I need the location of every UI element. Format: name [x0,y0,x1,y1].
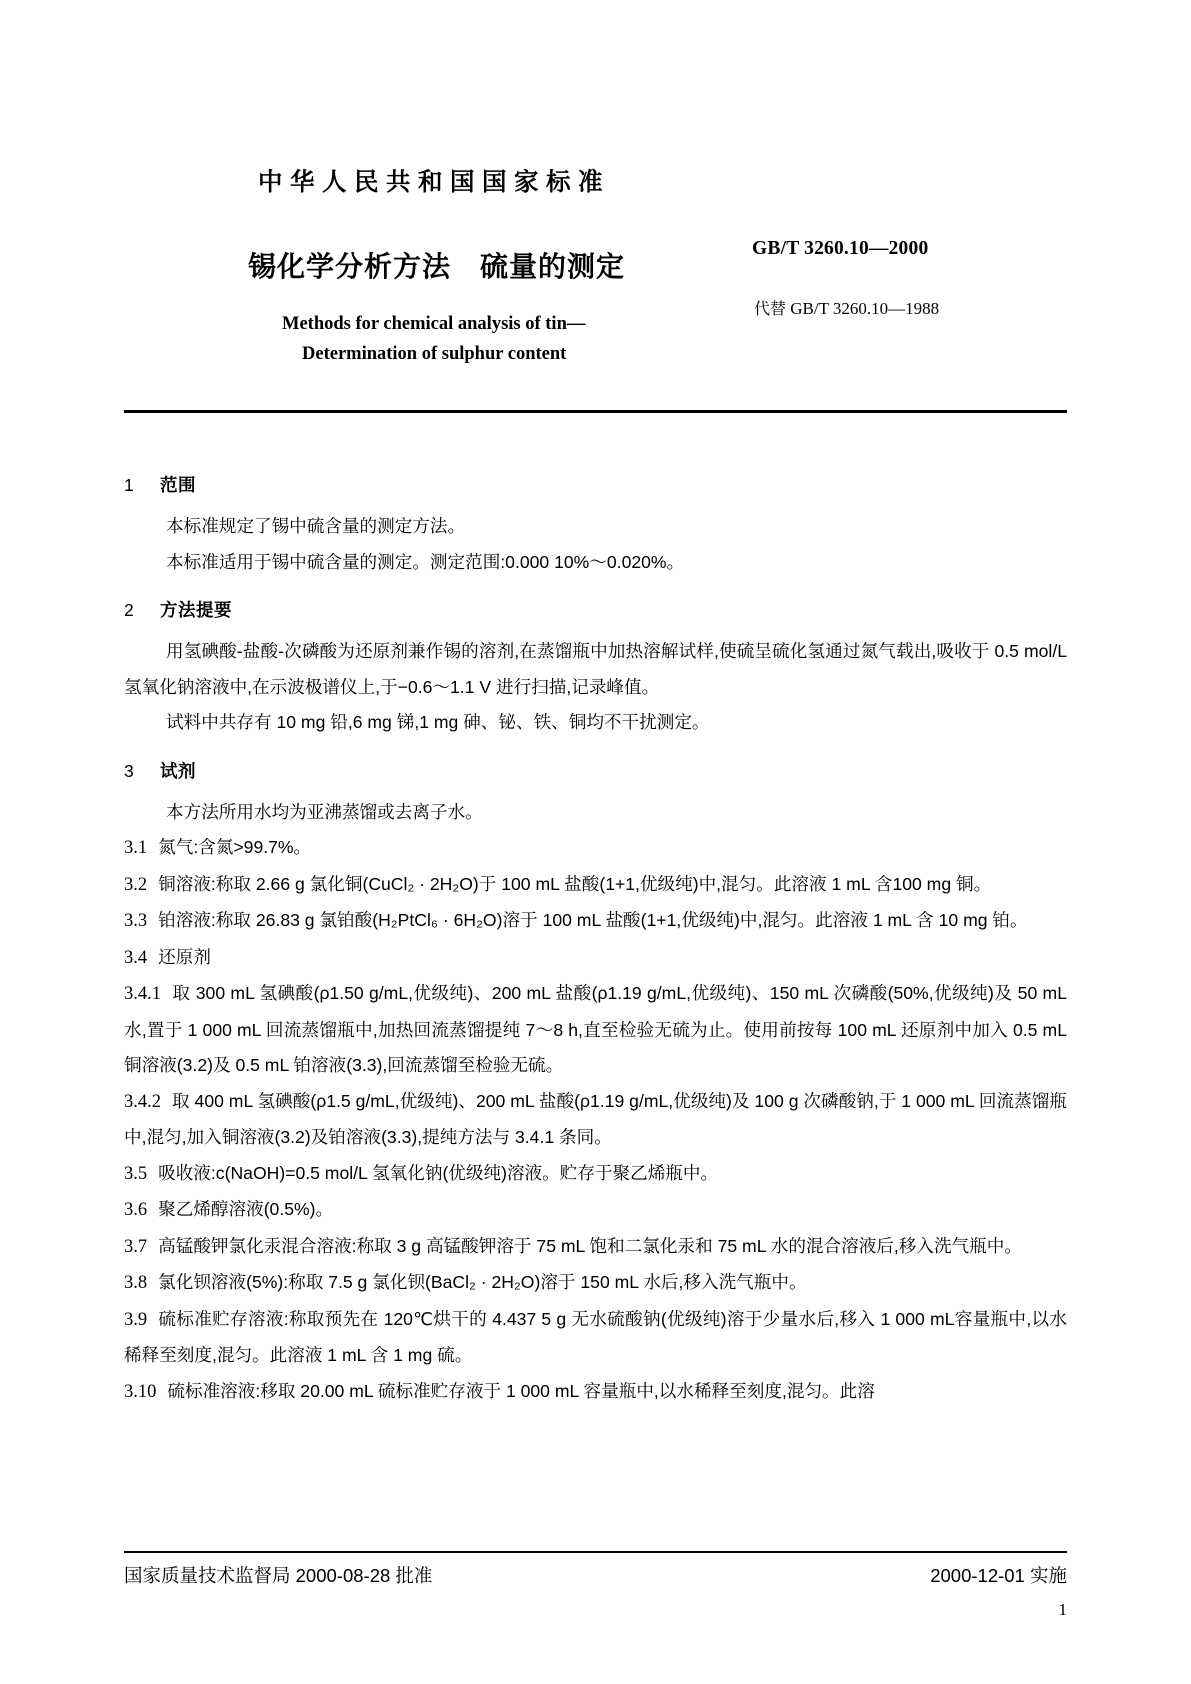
clause-text-3-4-2: 取 400 mL 氢碘酸(ρ1.5 g/mL,优级纯)、200 mL 盐酸(ρ1.19 g/mL,优级纯)及 100 g 次磷酸钠,于 1 000 mL 回流蒸馏瓶中,混匀,加入铜溶液(3.2)及铂溶液(3.3),提纯方法与 3.4.1 条同。 [124,1090,1067,1147]
clause-3-4 [124,940,1067,977]
section-3-paragraph-1: 本方法所用水均为亚沸蒸馏或去离子水。 [166,801,483,822]
clause-text-3-2: 铜溶液:称取 2.66 g 氯化铜(CuCl₂ · 2H₂O)于 100 mL 盐酸(1+1,优级纯)中,混匀。此溶液 1 mL 含100 mg 铜。 [158,873,992,894]
section-heading-2 [124,597,1067,622]
clause-text-3-9: 硫标准贮存溶液:称取预先在 120℃烘干的 4.437 5 g 无水硫酸钠(优级纯)溶于少量水后,移入 1 000 mL容量瓶中,以水稀释至刻度,混匀。此溶液 1 mL 含 1 mg 硫。 [124,1308,1067,1365]
section-number-2: 2 [124,600,135,620]
section-number-3: 3 [124,760,135,781]
clause-text-3-1: 氮气:含氮>99.7%。 [158,837,312,857]
section-2-paragraph-1: 用氢碘酸-盐酸-次磷酸为还原剂兼作锡的溶剂,在蒸馏瓶中加热溶解试样,使硫呈硫化氢通过氮气载出,吸收于 0.5 mol/L 氢氧化钠溶液中,在示波极谱仪上,于−0.6～1.1 V 进行扫描,记录峰值。 [124,641,1067,697]
english-title-line-2: Determination of sulphur content [302,344,567,364]
english-title-line-1: Methods for chemical analysis of tin— [282,314,586,334]
clause-3-1 [124,830,1067,867]
standard-replaces-line [754,296,939,319]
clause-text-3-8: 氯化钡溶液(5%):称取 7.5 g 氯化钡(BaCl₂ · 2H₂O)溶于 150 mL 水后,移入洗气瓶中。 [158,1272,807,1292]
section-1-paragraph-1: 本标准规定了锡中硫含量的测定方法。 [166,516,466,536]
clause-text-3-4-1: 取 300 mL 氢碘酸(ρ1.50 g/mL,优级纯)、200 mL 盐酸(ρ1.19 g/mL,优级纯)、150 mL 次磷酸(50%,优级纯)及 50 mL 水,置于 1 000 mL 回流蒸馏瓶中,加热回流蒸馏提纯 7～8 h,直至检验无硫为止。使用前按每 100 mL 还原剂中加入 0.5 mL 铜溶液(3.2)及 0.5 mL 铂溶液(3.3),回流蒸馏至检验无硫。 [124,983,1067,1075]
clause-number-3-4-2: 3.4.2 [124,1091,161,1112]
footer-implementation-text: 2000-12-01 实施 [930,1565,1067,1586]
clause-number-3-6: 3.6 [124,1200,148,1220]
clause-number-3-1: 3.1 [124,838,148,858]
clause-3-9 [124,1302,1067,1374]
section-title-3: 试剂 [160,760,196,781]
section-1-paragraph-2: 本标准适用于锡中硫含量的测定。测定范围:0.000 10%～0.020%。 [166,551,685,572]
standard-number: GB/T 3260.10—2000 [752,238,929,259]
clause-number-3-4-1: 3.4.1 [124,984,161,1004]
clause-number-3-2: 3.2 [124,874,148,895]
section-title-2: 方法提要 [160,600,232,620]
clause-3-8 [124,1265,1067,1302]
page-number: 1 [1058,1600,1067,1619]
document-english-title [282,309,585,369]
clause-number-3-9: 3.9 [124,1309,148,1330]
clause-number-3-10: 3.10 [124,1381,157,1402]
section-title-1: 范围 [160,475,196,495]
clause-number-3-3: 3.3 [124,911,148,931]
document-body [124,455,1067,1410]
clause-3-5 [124,1156,1067,1193]
header-divider-rule [124,410,1067,413]
replaces-standard-number: GB/T 3260.10—1988 [790,299,940,318]
clause-text-3-7: 高锰酸钾氯化汞混合溶液:称取 3 g 高锰酸钾溶于 75 mL 饱和二氯化汞和 75 mL 水的混合溶液后,移入洗气瓶中。 [158,1235,1022,1256]
clause-number-3-8: 3.8 [124,1273,148,1293]
clause-text-3-4: 还原剂 [158,946,211,967]
clause-number-3-4: 3.4 [124,947,148,968]
document-chinese-title: 锡化学分析方法 硫量的测定 [248,251,626,282]
clause-text-3-6: 聚乙烯醇溶液(0.5%)。 [158,1199,334,1219]
clause-3-3 [124,903,1067,940]
footer-approval-text: 国家质量技术监督局 2000-08-28 批准 [124,1565,433,1586]
masthead-title: 中华人民共和国国家标准 [258,169,610,196]
section-heading-1 [124,472,1067,497]
clause-text-3-10: 硫标准溶液:移取 20.00 mL 硫标准贮存液于 1 000 mL 容量瓶中,以水稀释至刻度,混匀。此溶 [167,1380,875,1401]
clause-text-3-3: 铂溶液:称取 26.83 g 氯铂酸(H₂PtCl₆ · 6H₂O)溶于 100 mL 盐酸(1+1,优级纯)中,混匀。此溶液 1 mL 含 10 mg 铂。 [158,910,1028,930]
clause-3-4-1 [124,976,1067,1084]
section-heading-3 [124,758,1067,783]
clause-number-3-5: 3.5 [124,1163,148,1184]
clause-number-3-7: 3.7 [124,1236,148,1257]
clause-3-6 [124,1192,1067,1229]
clause-text-3-5: 吸收液:c(NaOH)=0.5 mol/L 氢氧化钠(优级纯)溶液。贮存于聚乙烯瓶中。 [158,1162,719,1183]
clause-3-4-2 [124,1084,1067,1156]
clause-3-2 [124,867,1067,904]
section-number-1: 1 [124,475,135,495]
clause-3-10 [124,1374,1067,1411]
footer-divider-rule [124,1551,1067,1553]
clause-3-7 [124,1229,1067,1266]
section-2-paragraph-2: 试料中共存有 10 mg 铅,6 mg 锑,1 mg 砷、铋、铁、铜均不干扰测定。 [166,712,710,732]
replaces-prefix-label: 代替 [754,301,787,318]
